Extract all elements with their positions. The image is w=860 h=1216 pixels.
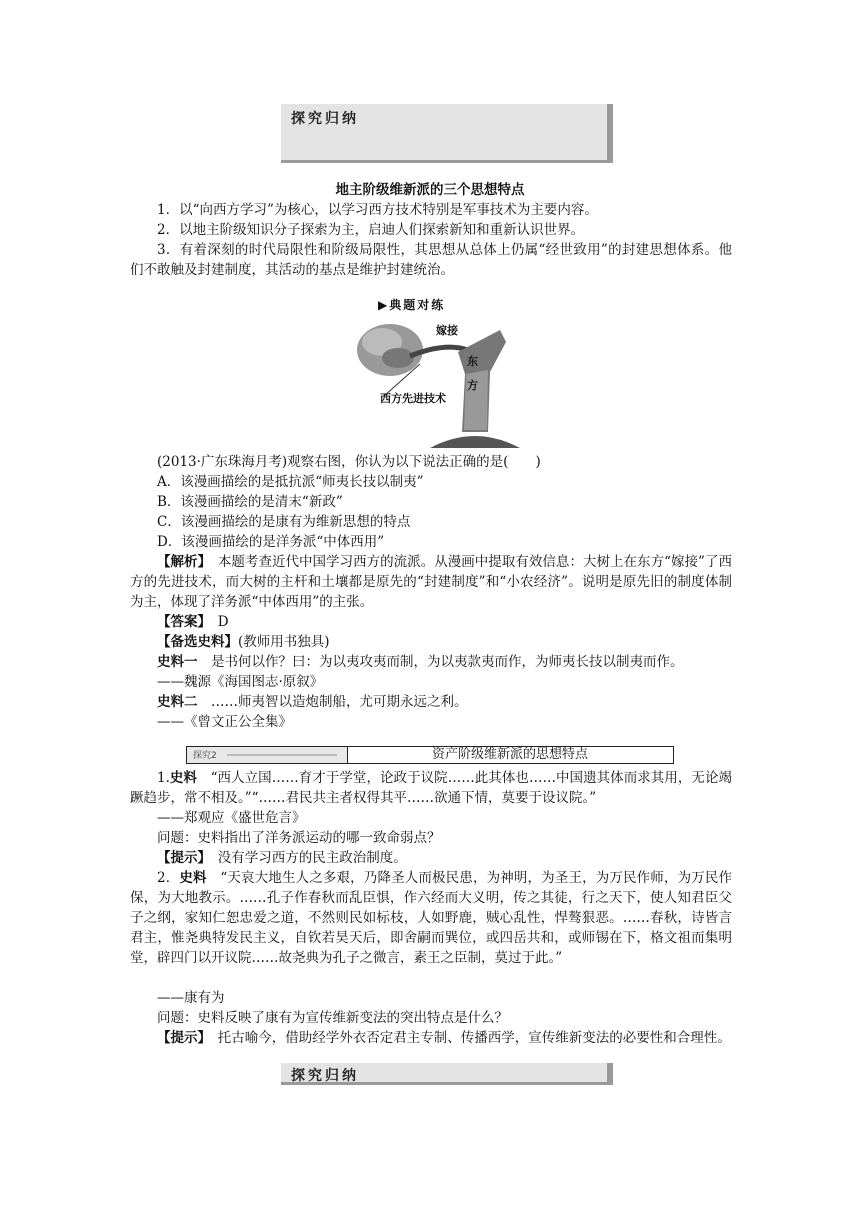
source-two-citation: ——《曾文正公全集》 [157,714,292,730]
banner-label: 探究归纳 [291,111,359,127]
cartoon-label-east: 东方 [467,355,478,392]
banner-label: 探究归纳 [291,1068,359,1084]
analysis: 【解析】 本题考查近代中国学习西方的流派。从漫画中提取有效信息：大树上在东方“嫁接”了西方的先进技术，而大树的主杆和土壤都是原先的“封建制度”和“小农经济”。说明是原先旧的制度体制为主，体现了洋务派“中体西用”的主张。 [130,554,733,610]
material-two-citation: ——康有为 [157,990,225,1006]
option-d: D．该漫画描绘的是洋务派“中体西用” [157,534,385,550]
answer: 【答案】 D [157,614,229,630]
paragraph: 3．有着深刻的时代局限性和阶级局限性，其思想从总体上仍属“经世致用”的封建思想体系。他们不敢触及封建制度，其活动的基点是维护封建统治。 [130,242,732,278]
paragraph: 1．以“向西方学习”为核心，以学习西方技术特别是军事技术为主要内容。 [157,202,598,218]
option-b: B．该漫画描绘的是清末“新政” [157,494,343,510]
option-c: C．该漫画描绘的是康有为维新思想的特点 [157,514,411,530]
section-header-bar [186,746,674,764]
cartoon-illustration [350,312,520,450]
section-title: 资产阶级维新派的思想特点 [431,747,588,762]
source-two: 史料二 ……师夷智以造炮制船，尤可期永远之利。 [157,694,468,710]
reserve-materials: 【备选史料】(教师用书独具) [157,634,330,650]
section-title: 地主阶级维新派的三个思想特点 [335,182,525,198]
option-a: A．该漫画描绘的是抵抗派“师夷长技以制夷” [157,474,424,490]
play-icon: ▶ [378,298,390,312]
source-one-citation: ——魏源《海国图志·原叙》 [157,674,324,690]
section-tag: 探究2 [187,747,348,763]
question-two: 问题：史料反映了康有为宣传维新变法的突出特点是什么？ [157,1010,508,1026]
source-one: 史料一 是书何以作？曰：为以夷攻夷而制，为以夷款夷而作，为师夷长技以制夷而作。 [157,654,684,670]
hint-one: 【提示】 没有学习西方的民主政治制度。 [157,850,407,866]
section-banner [281,1063,613,1085]
cartoon-label-west-tech: 西方先进技术 [380,392,446,405]
question-text: (2013·广东珠海月考)观察右图，你认为以下说法正确的是( ) [157,454,541,470]
question-one: 问题：史料指出了洋务派运动的哪一致命弱点？ [157,830,441,846]
cartoon-label-graft: 嫁接 [436,324,458,337]
section-banner [281,104,613,163]
material-one: 1.史料 “西人立国……育才于学堂，论政于议院……此其体也……中国遗其体而求其用，无论竭蹶趋步，常不相及。”“……君民共主者权得其平……欲通下情，莫要于设议院。” [130,770,733,806]
hint-two: 【提示】 托古喻今，借助经学外衣否定君主专制、传播西学，宣传维新变法的必要性和合理性。 [157,1030,731,1046]
exercise-badge: ▶典题对练 [378,298,446,312]
material-two: 2．史料 “天哀大地生人之多艰，乃降圣人而极民患，为神明，为圣王，为万民作师，为万民作保，为大地教示。……孔子作春秋而乱臣惧，作六经而大义明，传之其徒，行之天下，使人知君臣父子之纲，家知仁恕忠爱之道，不然则民如标枝，人如野鹿，贼心乱性，悍骜狠恶。……春秋，诗皆言君主，惟尧典特发民主义，自钦若昊天后，即舍嗣而巽位，或四岳共和，或师锡在下，格文祖而集明堂，辟四门以开议院……故尧典为孔子之微言，素王之臣制，莫过于此。” [130,870,733,966]
paragraph: 2．以地主阶级知识分子探索为主，启迪人们探索新知和重新认识世界。 [157,222,585,238]
material-one-citation: ——郑观应《盛世危言》 [157,810,306,826]
